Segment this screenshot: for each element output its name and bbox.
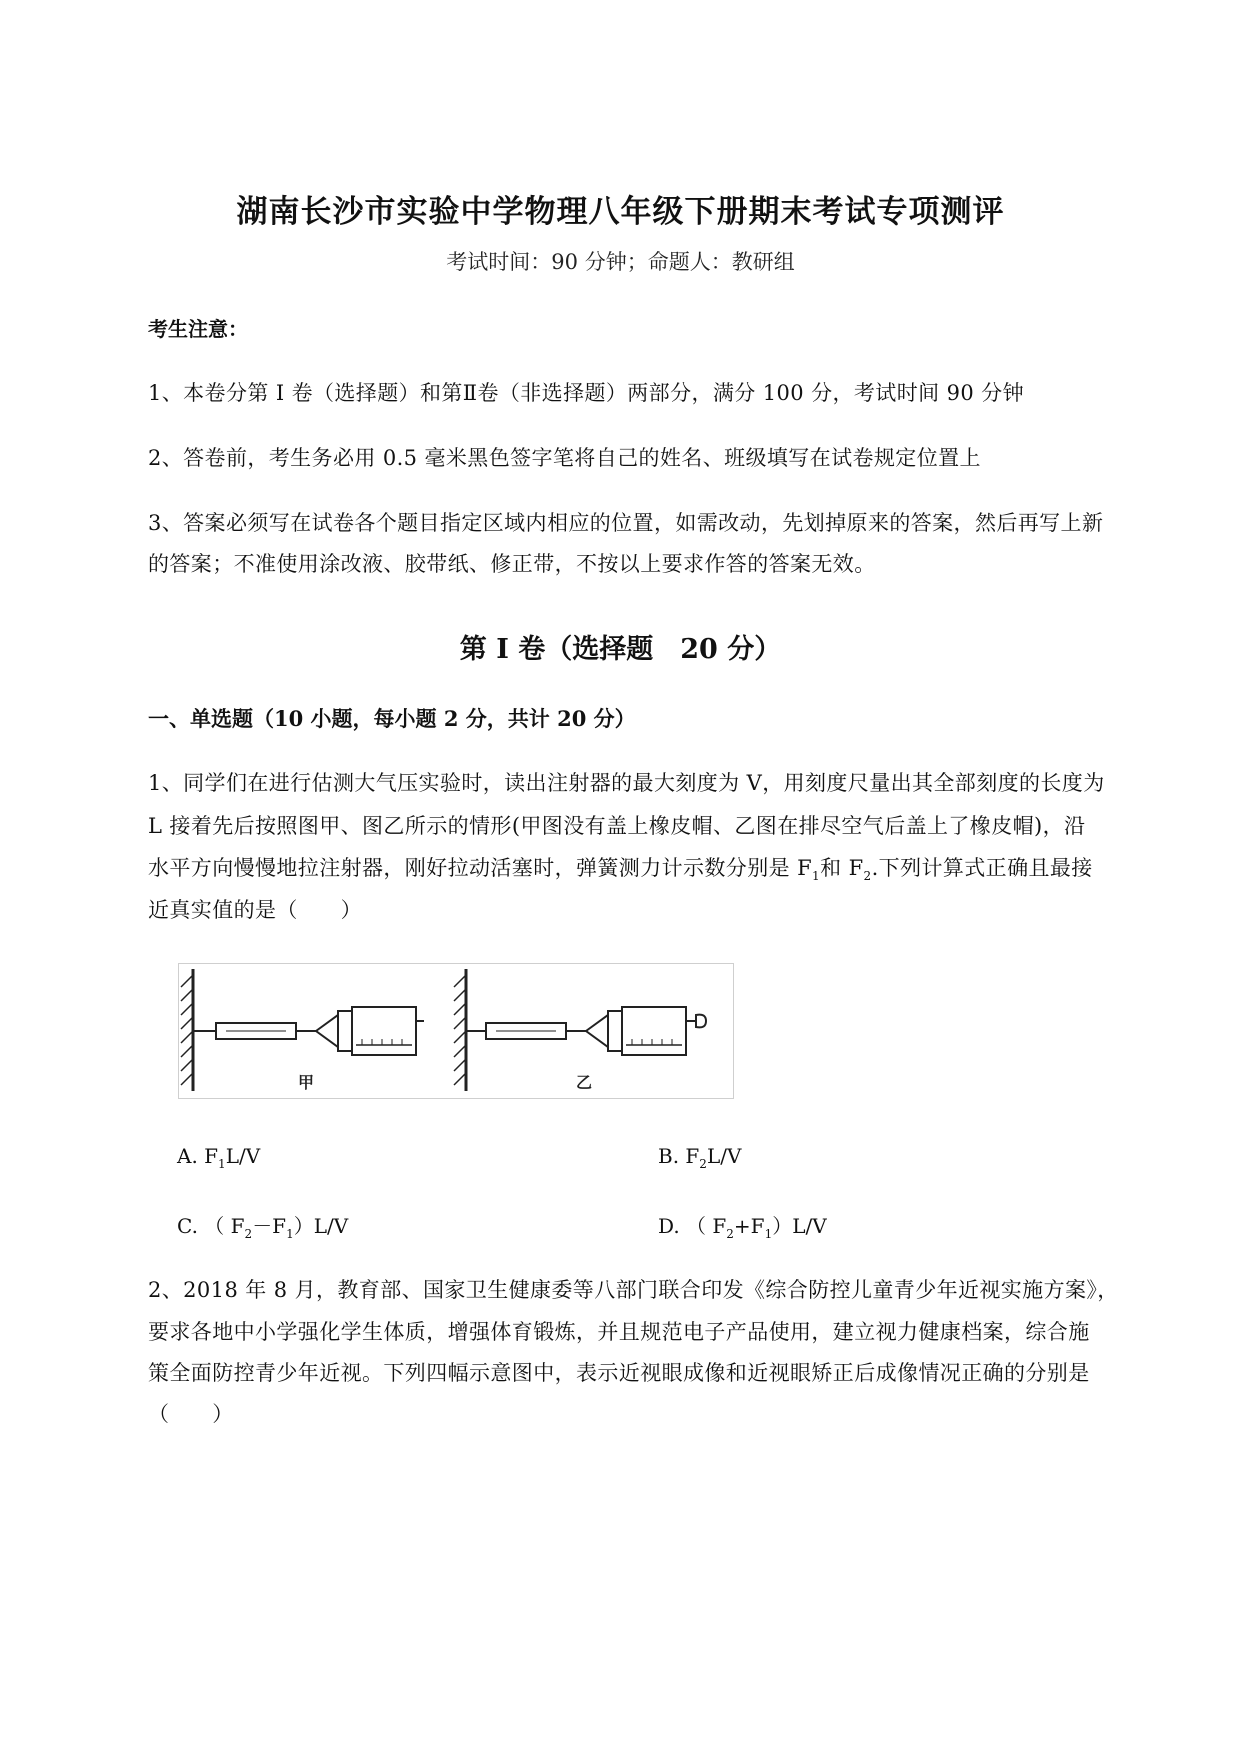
- syringe-barrel-right: [622, 1007, 686, 1055]
- q2-line-4: （ ）: [148, 1402, 234, 1426]
- q1-option-b[interactable]: B. $F_2L/V$: [658, 1144, 742, 1171]
- notice-item-3-line-2: 的答案；不准使用涂改液、胶带纸、修正带，不按以上要求作答的答案无效。: [148, 552, 876, 576]
- part-heading: 一、单选题（10 小题，每小题 2 分，共计 20 分）: [148, 706, 636, 731]
- syringe-barrel-left: [352, 1007, 416, 1055]
- exam-subtitle: 考试时间：90 分钟；命题人：教研组: [446, 250, 795, 274]
- syringe-experiment-figure: [178, 963, 734, 1099]
- q1-option-a[interactable]: A. $F_1L/V$: [177, 1144, 261, 1171]
- q2-line-3: 策全面防控青少年近视。下列四幅示意图中，表示近视眼成像和近视眼矫正后成像情况正确的分别是: [148, 1361, 1090, 1385]
- q1-option-c[interactable]: C. （ $F_2-F_1)L/V$: [177, 1214, 349, 1241]
- q1-line-2: L 接着先后按照图甲、图乙所示的情形(甲图没有盖上橡皮帽、乙图在排尽空气后盖上了橡皮帽)，沿: [148, 814, 1086, 838]
- q2-line-1: 2、2018 年 8 月，教育部、国家卫生健康委等八部门联合印发《综合防控儿童青少年近视实施方案》，: [148, 1278, 1119, 1302]
- notice-heading: 考生注意：: [148, 317, 248, 341]
- q2-line-2: 要求各地中小学强化学生体质，增强体育锻炼，并且规范电子产品使用，建立视力健康档案，综合施: [148, 1320, 1090, 1344]
- figure-label-left: 甲: [298, 1073, 315, 1092]
- section-title: 第 I 卷（选择题 20 分）: [459, 634, 782, 665]
- exam-title: 湖南长沙市实验中学物理八年级下册期末考试专项测评: [236, 194, 1005, 230]
- q1-line-3: 水平方向慢慢地拉注射器，刚好拉动活塞时，弹簧测力计示数分别是 $F_1$和 $F_2$.下列计算式正确且最接: [148, 856, 1093, 884]
- q1-option-d[interactable]: D. （ $F_2+F_1)L/V$: [658, 1214, 827, 1241]
- q1-line-4: 近真实值的是（ ）: [148, 898, 362, 922]
- notice-item-1: 1、本卷分第 I 卷（选择题）和第Ⅱ卷（非选择题）两部分，满分 100 分，考试时间 90 分钟: [148, 381, 1024, 405]
- notice-item-3-line-1: 3、答案必须写在试卷各个题目指定区域内相应的位置，如需改动，先划掉原来的答案，然后再写上新: [148, 511, 1104, 535]
- q1-line-1: 1、同学们在进行估测大气压实验时，读出注射器的最大刻度为 V，用刻度尺量出其全部刻度的长度为: [148, 771, 1105, 795]
- notice-item-2: 2、答卷前，考生务必用 0.5 毫米黑色签字笔将自己的姓名、班级填写在试卷规定位置上: [148, 446, 981, 470]
- figure-label-right: 乙: [576, 1073, 593, 1092]
- rubber-cap: [696, 1015, 706, 1028]
